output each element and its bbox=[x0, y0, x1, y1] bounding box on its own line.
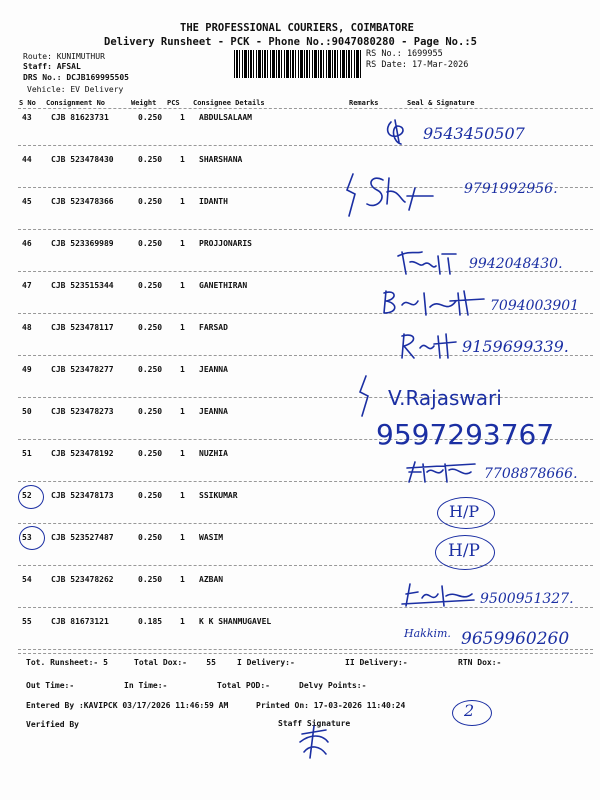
row-divider bbox=[18, 565, 593, 566]
cell-sno: 48 bbox=[22, 323, 32, 332]
cell-consignment: CJB 81623731 bbox=[51, 113, 109, 122]
phone-handwritten: 7094003901 bbox=[490, 298, 580, 314]
vehicle: Vehicle: EV Delivery bbox=[27, 85, 124, 94]
cell-pcs: 1 bbox=[180, 281, 185, 290]
staff-signature bbox=[296, 724, 332, 760]
in-time: In Time:- bbox=[124, 681, 168, 690]
cell-consignee: K K SHANMUGAVEL bbox=[199, 617, 272, 626]
total-dox bbox=[134, 658, 216, 667]
cell-consignee: SHARSHANA bbox=[199, 155, 243, 164]
cell-pcs: 1 bbox=[180, 491, 185, 500]
phone-handwritten: 9659960260 bbox=[461, 629, 570, 649]
entered-by: Entered By :KAVIPCK 03/17/2026 11:46:59 AM bbox=[26, 701, 229, 710]
out-time: Out Time:- bbox=[26, 681, 75, 690]
cell-weight: 0.250 bbox=[138, 323, 163, 332]
col-weight: Weight bbox=[131, 99, 157, 107]
delvy-points: Delvy Points:- bbox=[299, 681, 367, 690]
phone-handwritten: 9500951327. bbox=[480, 591, 574, 607]
cell-consignment: CJB 523515344 bbox=[51, 281, 114, 290]
cell-sno: 51 bbox=[22, 449, 32, 458]
verified-by: Verified By bbox=[26, 720, 79, 729]
total-dox-value: 55 bbox=[206, 658, 216, 667]
cell-weight: 0.250 bbox=[138, 491, 163, 500]
cell-consignee: ABDULSALAAM bbox=[199, 113, 252, 122]
drs-number bbox=[23, 73, 129, 83]
cell-pcs: 1 bbox=[180, 113, 185, 122]
cell-sno: 44 bbox=[22, 155, 32, 164]
row-divider bbox=[18, 649, 593, 650]
phone-handwritten: 7708878666. bbox=[484, 466, 578, 482]
cell-consignment: CJB 523478430 bbox=[51, 155, 114, 164]
col-remarks: Remarks bbox=[349, 99, 379, 107]
divider bbox=[18, 108, 593, 109]
cell-consignee: GANETHIRAN bbox=[199, 281, 248, 290]
signature-mark bbox=[383, 118, 413, 146]
rtn-dox: RTN Dox:- bbox=[458, 658, 502, 667]
signature-mark bbox=[396, 246, 462, 278]
signature-mark bbox=[398, 330, 458, 362]
cell-sno: 45 bbox=[22, 197, 32, 206]
col-pcs: PCS bbox=[167, 99, 180, 107]
printed-on: Printed On: 17-03-2026 11:40:24 bbox=[256, 701, 406, 710]
cell-pcs: 1 bbox=[180, 407, 185, 416]
cell-consignee: IDANTH bbox=[199, 197, 228, 206]
cell-consignee: FARSAD bbox=[199, 323, 228, 332]
cell-weight: 0.250 bbox=[138, 281, 163, 290]
sno-circle bbox=[18, 485, 44, 509]
row-divider bbox=[18, 145, 593, 146]
cell-sno: 46 bbox=[22, 239, 32, 248]
phone-handwritten: 9791992956. bbox=[464, 181, 558, 197]
cell-pcs: 1 bbox=[180, 365, 185, 374]
total-pod: Total POD:- bbox=[217, 681, 270, 690]
cell-consignee: JEANNA bbox=[199, 407, 228, 416]
rs-date: RS Date: 17-Mar-2026 bbox=[366, 60, 469, 70]
rs-number: RS No.: 1699955 bbox=[366, 49, 443, 59]
cell-consignee: JEANNA bbox=[199, 365, 228, 374]
staff-signature-label: Staff Signature bbox=[278, 719, 351, 728]
col-consignment: Consignment No bbox=[46, 99, 106, 107]
phone-handwritten: 9597293767 bbox=[376, 418, 555, 451]
row-divider bbox=[18, 229, 593, 230]
phone-handwritten: 9159699339. bbox=[462, 337, 569, 356]
cell-consignee: NUZHIA bbox=[199, 449, 228, 458]
cell-consignee: WASIM bbox=[199, 533, 224, 542]
cell-weight: 0.250 bbox=[138, 155, 163, 164]
cell-pcs: 1 bbox=[180, 197, 185, 206]
i-delivery: I Delivery:- bbox=[237, 658, 295, 667]
cell-pcs: 1 bbox=[180, 449, 185, 458]
cell-weight: 0.250 bbox=[138, 407, 163, 416]
cell-consignment: CJB 523478117 bbox=[51, 323, 114, 332]
runsheet-subtitle: Delivery Runsheet - PCK - Phone No.:9047080280 - Page No.:5 bbox=[104, 36, 477, 48]
col-sno: S No bbox=[19, 99, 36, 107]
cell-sno: 49 bbox=[22, 365, 32, 374]
phone-handwritten: 9942048430. bbox=[469, 256, 563, 272]
divider bbox=[18, 653, 593, 654]
cell-sno: 43 bbox=[22, 113, 32, 122]
col-seal: Seal & Signature bbox=[407, 99, 475, 107]
sno-circle bbox=[19, 526, 45, 550]
tot-runsheet: Tot. Runsheet:- 5 bbox=[26, 658, 108, 667]
cell-consignee: SSIKUMAR bbox=[199, 491, 238, 500]
ii-delivery: II Delivery:- bbox=[345, 658, 408, 667]
drs-value: DCJB169995505 bbox=[66, 73, 129, 82]
cell-consignment: CJB 523478262 bbox=[51, 575, 114, 584]
signature-mark bbox=[405, 458, 477, 486]
route: Route: KUNIMUTHUR bbox=[23, 52, 105, 61]
cell-weight: 0.250 bbox=[138, 239, 163, 248]
page-note: 2 bbox=[464, 701, 475, 720]
cell-weight: 0.185 bbox=[138, 617, 163, 626]
cell-pcs: 1 bbox=[180, 617, 185, 626]
signature-mark bbox=[402, 580, 474, 610]
cell-consignee: PROJJONARIS bbox=[199, 239, 252, 248]
staff: Staff: AFSAL bbox=[23, 62, 81, 71]
cell-sno: 55 bbox=[22, 617, 32, 626]
name-handwritten: Hakkim. bbox=[404, 627, 451, 640]
cell-consignment: CJB 523478173 bbox=[51, 491, 114, 500]
cell-pcs: 1 bbox=[180, 239, 185, 248]
cell-consignment: CJB 81673121 bbox=[51, 617, 109, 626]
hp-note: H/P bbox=[449, 502, 480, 521]
cell-weight: 0.250 bbox=[138, 113, 163, 122]
cell-sno: 50 bbox=[22, 407, 32, 416]
signature-mark bbox=[343, 170, 463, 220]
cell-weight: 0.250 bbox=[138, 533, 163, 542]
phone-handwritten: 9543450507 bbox=[423, 124, 525, 143]
row-divider bbox=[18, 397, 593, 398]
barcode bbox=[234, 50, 362, 78]
row-divider bbox=[18, 523, 593, 524]
cell-sno: 53 bbox=[22, 533, 32, 542]
cell-sno: 52 bbox=[22, 491, 32, 500]
cell-pcs: 1 bbox=[180, 155, 185, 164]
drs-label: DRS No.: bbox=[23, 73, 62, 82]
cell-pcs: 1 bbox=[180, 323, 185, 332]
cell-weight: 0.250 bbox=[138, 449, 163, 458]
cell-consignee: AZBAN bbox=[199, 575, 224, 584]
hp-note: H/P bbox=[448, 541, 480, 561]
cell-consignment: CJB 523369989 bbox=[51, 239, 114, 248]
col-consignee: Consignee Details bbox=[193, 99, 265, 107]
row-divider bbox=[18, 607, 593, 608]
cell-consignment: CJB 523478273 bbox=[51, 407, 114, 416]
signature-mark bbox=[380, 287, 490, 319]
cell-consignment: CJB 523478366 bbox=[51, 197, 114, 206]
company-title: THE PROFESSIONAL COURIERS, COIMBATORE bbox=[180, 22, 414, 34]
cell-consignment: CJB 523478192 bbox=[51, 449, 114, 458]
bracket-mark bbox=[354, 374, 378, 418]
cell-weight: 0.250 bbox=[138, 575, 163, 584]
cell-consignment: CJB 523478277 bbox=[51, 365, 114, 374]
name-handwritten: V.Rajaswari bbox=[388, 386, 502, 410]
cell-pcs: 1 bbox=[180, 575, 185, 584]
cell-weight: 0.250 bbox=[138, 365, 163, 374]
cell-weight: 0.250 bbox=[138, 197, 163, 206]
total-dox-label: Total Dox:- bbox=[134, 658, 187, 667]
cell-consignment: CJB 523527487 bbox=[51, 533, 114, 542]
cell-sno: 47 bbox=[22, 281, 32, 290]
cell-sno: 54 bbox=[22, 575, 32, 584]
cell-pcs: 1 bbox=[180, 533, 185, 542]
